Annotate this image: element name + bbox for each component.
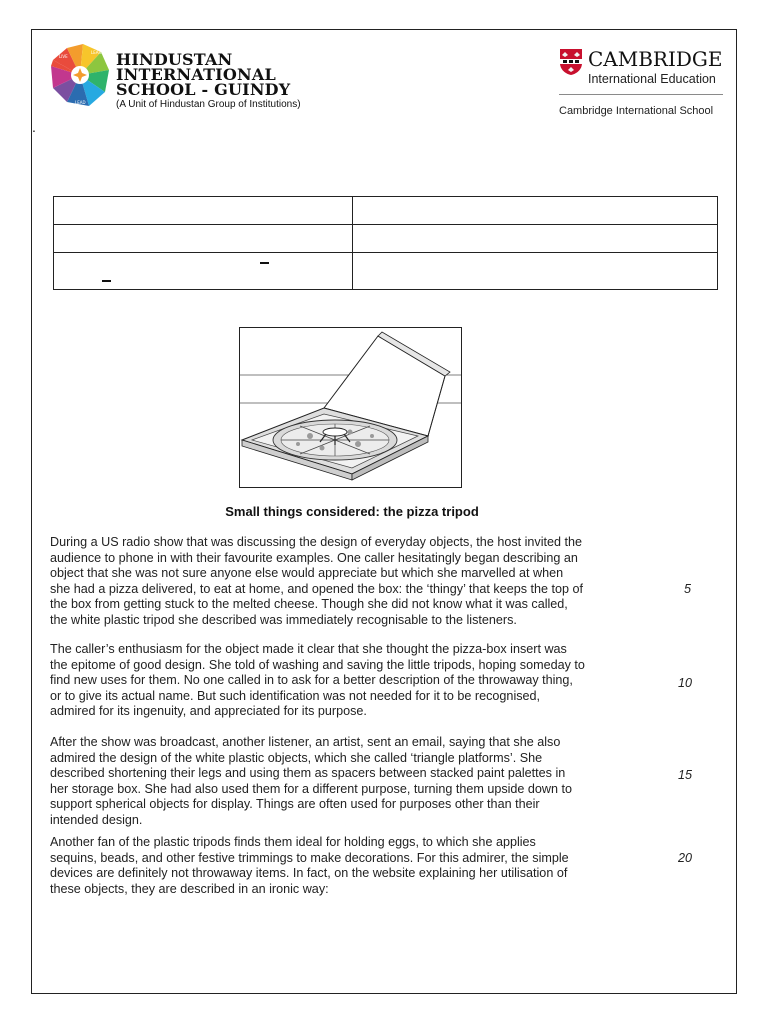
- emblem-word-lead: LEAD: [75, 100, 86, 105]
- dash-mark: [260, 262, 269, 264]
- line-number: 20: [678, 851, 693, 865]
- school-name-line2: INTERNATIONAL: [116, 65, 276, 84]
- emblem-word-learn: LEARN: [91, 50, 105, 55]
- text-line: these objects, they are described in an ironic way:: [50, 881, 329, 896]
- text-line: object that she was not sure anyone else would appreciate but which she marvelled at when: [50, 566, 564, 581]
- info-cell-r2-c2[interactable]: [353, 225, 718, 253]
- text-line: the epitome of good design. She told of washing and saving the little tripods, hoping someday to: [50, 657, 585, 672]
- info-cell-r3-c1[interactable]: [54, 253, 353, 290]
- text-line: her storage box. She had also used them for a different purpose, turning them upside down to: [50, 781, 573, 796]
- text-line: sequins, beads, and other festive trimmings to make decorations. For this admirer, the simple: [50, 850, 569, 865]
- school-name-line3: SCHOOL - GUINDY: [116, 80, 291, 99]
- pizza-box-drawing: [240, 328, 461, 487]
- cambridge-logo: [557, 46, 727, 126]
- article-title: Small things considered: the pizza tripod: [225, 504, 479, 519]
- text-line: she had a pizza delivered, to eat at home, and opened the box: the ‘thingy’ that keeps the top of: [50, 581, 584, 596]
- line-number: 10: [678, 676, 693, 690]
- paragraph-4: [50, 835, 660, 897]
- text-line: the box from getting stuck to the melted cheese. Though she did not know what it was called,: [50, 597, 568, 612]
- school-name-line1: HINDUSTAN: [116, 50, 233, 69]
- cambridge-subtitle: International Education: [588, 72, 716, 86]
- text-line: Another fan of the plastic tripods finds them ideal for holding eggs, to which she applies: [50, 835, 536, 849]
- info-cell-r2-c1[interactable]: [54, 225, 353, 253]
- text-line: the white plastic tripod she described was immediately recognisable to the listeners.: [50, 612, 517, 627]
- school-subtitle: (A Unit of Hindustan Group of Institutions): [116, 99, 301, 110]
- info-cell-r3-c2[interactable]: [353, 253, 718, 290]
- cambridge-shield-icon: [559, 48, 583, 76]
- pizza-box-illustration: [239, 327, 462, 488]
- info-cell-r1-c1[interactable]: [54, 197, 353, 225]
- text-line: During a US radio show that was discussing the design of everyday objects, the host invited the: [50, 535, 583, 549]
- paragraph-2: [50, 642, 660, 720]
- info-cell-r1-c2[interactable]: [353, 197, 718, 225]
- text-line: or to give its actual name. But such identification was not needed for it to be recognised,: [50, 688, 541, 703]
- text-line: devices are definitely not throwaway items. In fact, on the website explaining her utilisation of: [50, 866, 568, 881]
- text-line: find new uses for them. No one called in to ask for a better description of the throwaway thing,: [50, 673, 573, 688]
- school-emblem-icon: [49, 42, 111, 108]
- text-line: intended design.: [50, 812, 143, 827]
- line-number: 5: [684, 582, 692, 596]
- stray-dot: .: [32, 119, 36, 135]
- school-logo: [44, 40, 301, 120]
- dash-mark: [102, 280, 111, 282]
- text-line: After the show was broadcast, another listener, an artist, sent an email, saying that she also: [50, 735, 561, 749]
- candidate-info-table: [53, 196, 718, 290]
- text-line: described shortening their legs and using them as spacers between stacked paint palettes in: [50, 766, 566, 781]
- cambridge-name: CAMBRIDGE: [588, 47, 723, 71]
- text-line: admired the design of the white plastic objects, which she called ‘triangle platforms’. She: [50, 750, 543, 765]
- cambridge-school-label: Cambridge International School: [559, 105, 714, 117]
- line-number: 15: [678, 768, 693, 782]
- paragraph-1: [50, 535, 660, 629]
- paragraph-3: [50, 735, 660, 829]
- text-line: The caller’s enthusiasm for the object made it clear that she thought the pizza-box insert was: [50, 642, 567, 656]
- cambridge-divider: [559, 94, 723, 95]
- text-line: support spherical objects for display. Things are often used for purposes other than their: [50, 797, 540, 812]
- text-line: admired for its ingenuity, and appreciated for its purpose.: [50, 704, 367, 719]
- emblem-word-live: LIVE: [59, 54, 68, 59]
- text-line: audience to phone in with their favourite examples. One caller hesitatingly began describing an: [50, 550, 578, 565]
